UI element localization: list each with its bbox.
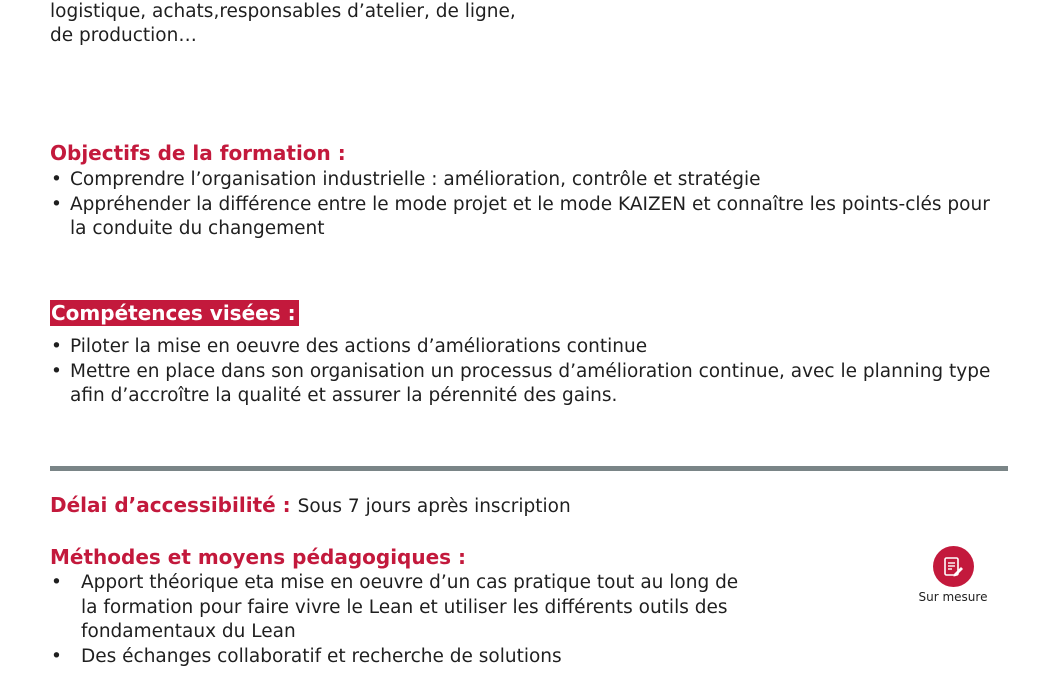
list-item-text: afin d’accroître la qualité et assurer la pérennité des gains. [70,385,618,406]
bullet-icon: • [51,193,62,215]
delai-value: Sous 7 jours après inscription [297,496,571,517]
competences-list [50,335,990,409]
list-item-text: Comprendre l’organisation industrielle : amélioration, contrôle et stratégie [70,169,761,190]
list-item-text: Apport théorique eta mise en oeuvre d’un cas pratique tout au long de [81,572,739,593]
list-item [50,193,990,242]
list-item-text: Appréhender la différence entre le mode projet et le mode KAIZEN et connaître les points-clés pour [70,193,990,215]
section-divider [50,466,1008,471]
list-item [50,335,990,360]
objectifs-list [50,168,990,242]
list-item-text: Piloter la mise en oeuvre des actions d’améliorations continue [70,336,648,357]
list-item-text: la conduite du changement [70,218,325,239]
bullet-icon: • [51,645,62,667]
bullet-icon: • [51,572,62,593]
badge-label: Sur mesure [918,590,988,604]
bullet-icon: • [51,360,62,382]
list-item-text: la formation pour faire vivre le Lean et utiliser les différents outils des [81,596,728,618]
competences-heading: Compétences visées : [50,300,299,326]
list-item [50,571,738,645]
delai-label: Délai d’accessibilité : [50,493,291,517]
edit-document-icon [933,546,974,587]
list-item [50,360,990,409]
list-item [50,645,738,670]
sur-mesure-badge [913,546,993,604]
bullet-icon: • [51,169,62,190]
list-item-text: Mettre en place dans son organisation un processus d’amélioration continue, avec le planning type [70,360,991,382]
list-item-text: Des échanges collaboratif et recherche de solutions [81,645,562,667]
methodes-heading: Méthodes et moyens pédagogiques : [50,545,467,569]
objectifs-heading: Objectifs de la formation : [50,141,346,165]
list-item [50,168,990,193]
delai-row [50,492,571,520]
intro-line-2: de production… [50,25,197,46]
bullet-icon: • [51,336,62,357]
list-item-text: fondamentaux du Lean [81,621,296,642]
methodes-list [50,571,738,669]
intro-line-1: logistique, achats,responsables d’atelier, de ligne, [50,1,516,22]
